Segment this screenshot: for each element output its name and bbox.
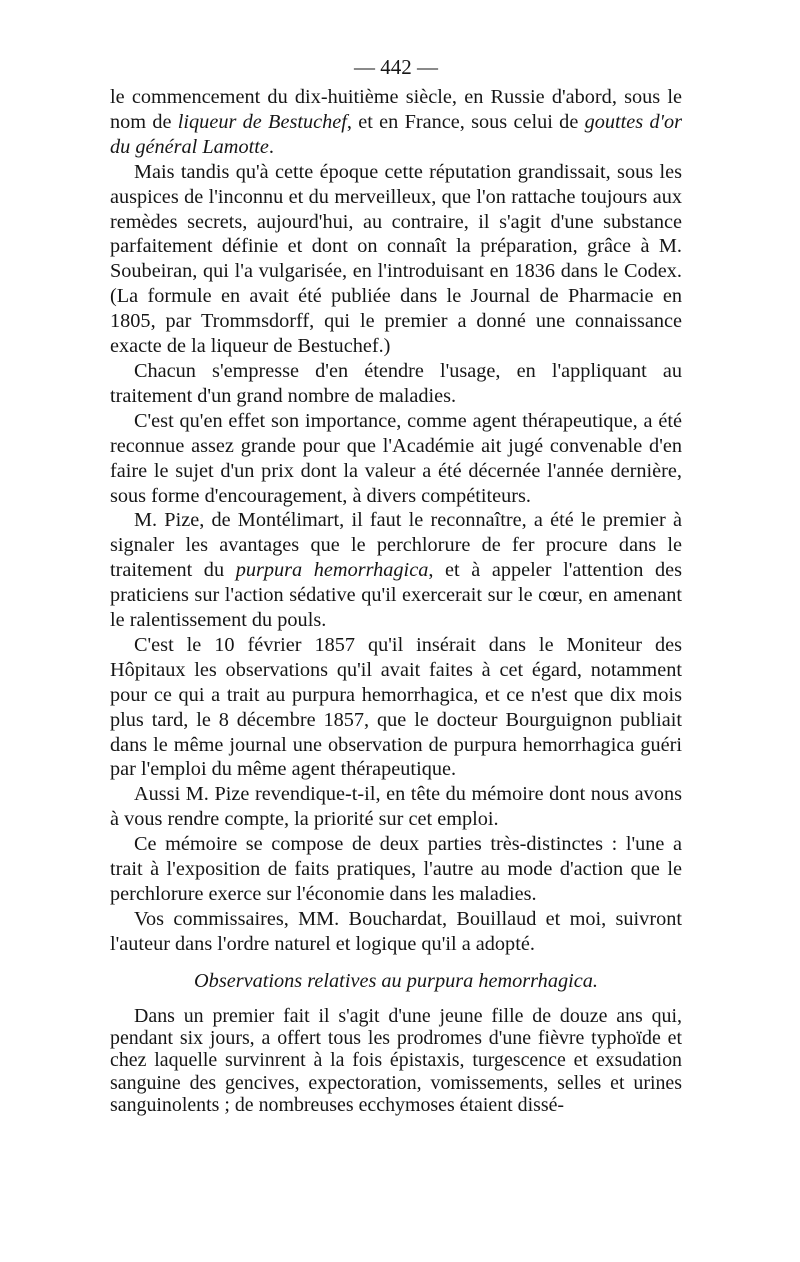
document-page — [110, 55, 682, 1116]
paragraph-5 — [110, 508, 682, 633]
paragraph-1 — [110, 85, 682, 160]
page-number: — 442 — — [354, 55, 438, 79]
paragraph-4: C'est qu'en effet son importance, comme agent thérapeutique, a été reconnue assez grande pour que l'Académie ait jugé convenable d'en faire le sujet d'un prix dont la valeur a été décernée l'année dernière, sous forme d'encouragement, à divers compétiteurs. — [110, 409, 682, 507]
paragraph-1-text-c: . — [268, 135, 274, 158]
paragraph-5-italic-purpura: purpura hemorrhagica — [235, 559, 429, 582]
paragraph-6: C'est le 10 février 1857 qu'il insérait dans le Moniteur des Hôpitaux les observations qu'il avait faites à cet égard, notamment pour ce qui a trait au purpura hemorrhagica, et ce n'est que dix mois plus tard, le 8 décembre 1857, que le docteur Bourguignon publiait dans le même journal une observation de purpura hemorrhagica guéri par l'emploi du même agent thérapeutique. — [110, 633, 682, 781]
paragraph-5-text-b: , et à appeler l'attention des praticiens sur l'action sédative qu'il exercerait sur le cœur, en amenant le ralentissement du pouls. — [110, 559, 683, 632]
section-title: Observations relatives au purpura hemorrhagica. — [194, 969, 598, 992]
paragraph-5-text-a: M. Pize, de Montélimart, il faut le reconnaître, a été le premier à signaler les avantages que le perchlorure de fer procure dans le traitement du — [110, 509, 682, 582]
paragraph-2: Mais tandis qu'à cette époque cette réputation grandissait, sous les auspices de l'inconnu et du merveilleux, que l'on rattache toujours aux remèdes secrets, aujourd'hui, au contraire, il s'agit d'une substance parfaitement définie et dont on connaît la préparation, grâce à M. Soubeiran, qui l'a vulgarisée, en l'introduisant en 1836 dans le Codex. (La formule en avait été publiée dans le Journal de Pharmacie en 1805, par Trommsdorff, qui le premier a donné une connaissance exacte de la liqueur de Bestuchef.) — [110, 160, 682, 358]
paragraph-1-italic-gouttes: gouttes d'or du général Lamotte — [110, 110, 682, 158]
paragraph-7: Aussi M. Pize revendique-t-il, en tête du mémoire dont nous avons à vous rendre compte, la priorité sur cet emploi. — [110, 783, 682, 831]
paragraph-1-text-a: le commencement du dix-huitième siècle, en Russie d'abord, sous le nom de — [110, 86, 682, 133]
paragraph-9: Vos commissaires, MM. Bouchardat, Bouillaud et moi, suivront l'auteur dans l'ordre naturel et logique qu'il a adopté. — [110, 907, 682, 955]
paragraph-1-text-b: , et en France, sous celui de — [346, 110, 585, 133]
paragraph-8: Ce mémoire se compose de deux parties très-distinctes : l'une a trait à l'exposition de faits pratiques, l'autre au mode d'action que le perchlorure exerce sur l'économie dans les maladies. — [110, 833, 682, 905]
paragraph-3: Chacun s'empresse d'en étendre l'usage, en l'appliquant au traitement d'un grand nombre de maladies. — [110, 359, 682, 407]
paragraph-10: Dans un premier fait il s'agit d'une jeune fille de douze ans qui, pendant six jours, a offert tous les prodromes d'une fièvre typhoïde et chez laquelle survinrent à la fois épistaxis, turgescence et exsudation sanguine des gencives, expectoration, vomissements, selles et urines sanguinolents ; de nombreuses ecchymoses étaient dissé- — [110, 1004, 682, 1116]
paragraph-1-italic-liqueur: liqueur de Bestuchef — [177, 110, 347, 133]
